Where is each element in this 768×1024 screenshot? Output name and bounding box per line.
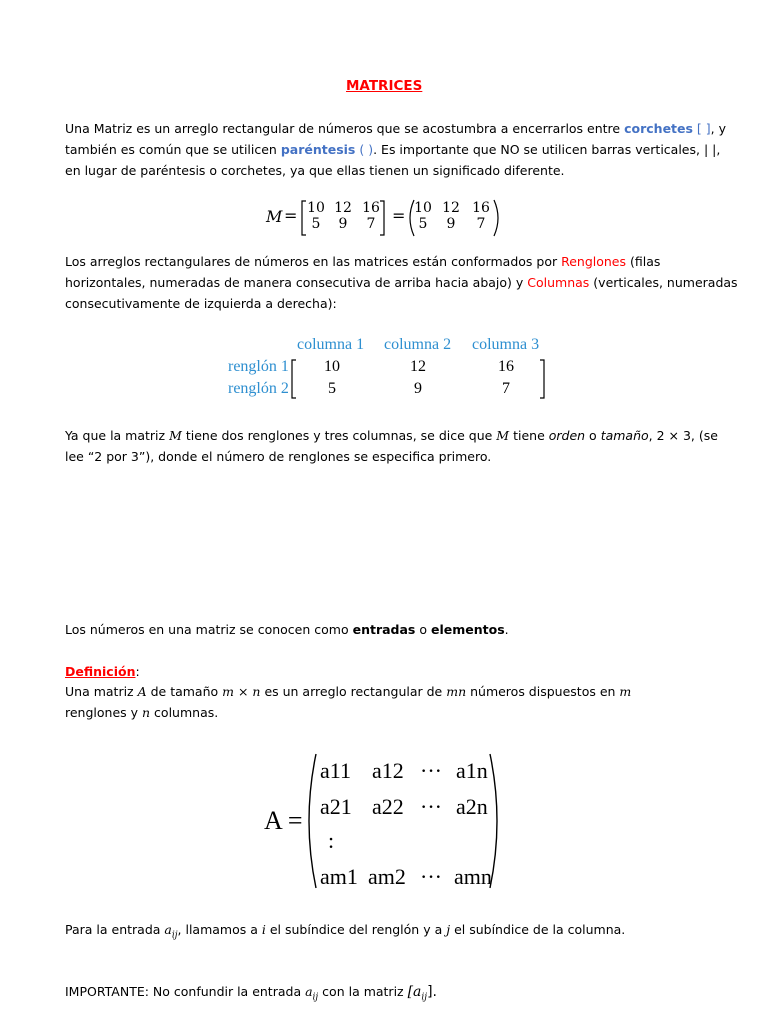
equals-sign-2: = bbox=[392, 206, 406, 225]
matrix-m-equation: M = 10 12 16 5 9 7 = 10 12 16 5 9 7 bbox=[266, 198, 506, 238]
intro-paragraph bbox=[65, 118, 726, 181]
entradas-term: entradas bbox=[352, 622, 416, 637]
intro-line-2: también es común que se utilicen paréntesis ( ). Es importante que NO se utilicen barras verticales, | |, bbox=[65, 142, 721, 157]
order-line-2: lee “2 por 3”), donde el número de renglones se especifica primero. bbox=[65, 449, 492, 464]
columnas-term: Columnas bbox=[527, 275, 590, 290]
important-paragraph: IMPORTANTE: No confundir la entrada $a_{ij}$ con la matriz $[a_{ij}]$. bbox=[65, 984, 437, 1003]
intro-line-3: en lugar de paréntesis o corchetes, ya que ellas tienen un significado diferente. bbox=[65, 163, 565, 178]
labeled-matrix: columna 1 columna 2 columna 3 renglón 1 renglón 2 10 12 16 5 9 7 bbox=[224, 334, 554, 402]
intro-line-1: Una Matriz es un arreglo rectangular de números que se acostumbra a encerrarlos entre corchetes [ ], y bbox=[65, 121, 727, 136]
parentesis-term: paréntesis bbox=[280, 142, 356, 157]
matrix-name: M bbox=[266, 207, 283, 226]
order-paragraph bbox=[65, 425, 718, 467]
general-matrix-lhs: A = bbox=[264, 806, 303, 835]
corchetes-term: corchetes bbox=[624, 121, 693, 136]
definition-line-2: renglones y n columnas. bbox=[65, 705, 219, 720]
definition-paragraph bbox=[65, 681, 631, 723]
definition-heading: Definición: bbox=[65, 664, 140, 679]
row-label-2: renglón 2 bbox=[228, 380, 289, 397]
rows-columns-line-3: consecutivamente de izquierda a derecha): bbox=[65, 296, 337, 311]
order-line-1: Ya que la matriz M tiene dos renglones y tres columnas, se dice que M tiene orden o tamaño, 2 × 3, (se bbox=[65, 428, 718, 443]
definition-line-1: Una matriz A de tamaño m × n es un arreglo rectangular de mn números dispuestos en m bbox=[65, 684, 632, 699]
rows-columns-line-1: Los arreglos rectangulares de números en las matrices están conformados por Renglones (filas bbox=[65, 254, 661, 269]
column-header-1: columna 1 bbox=[297, 336, 365, 353]
elementos-term: elementos bbox=[430, 622, 505, 637]
renglones-term: Renglones bbox=[561, 254, 626, 269]
rows-columns-line-2: horizontales, numeradas de manera consecutiva de arriba hacia abajo) y Columnas (verticales, numeradas bbox=[65, 275, 738, 290]
rows-columns-paragraph bbox=[65, 251, 738, 314]
equals-sign: = bbox=[284, 206, 298, 225]
entries-paragraph: Los números en una matriz se conocen como entradas o elementos. bbox=[65, 622, 509, 637]
column-header-3: columna 3 bbox=[472, 336, 540, 353]
page-title: MATRICES bbox=[346, 78, 423, 94]
column-header-2: columna 2 bbox=[384, 336, 452, 353]
general-matrix-a: A = a11 a12 ··· a1n a21 a22 ··· a2n : am1 am2 ··· amn bbox=[264, 750, 504, 892]
row-label-1: renglón 1 bbox=[228, 358, 289, 375]
subindex-paragraph: Para la entrada $a_{ij}$, llamamos a i el subíndice del renglón y a j el subíndice de la columna. bbox=[65, 922, 626, 941]
